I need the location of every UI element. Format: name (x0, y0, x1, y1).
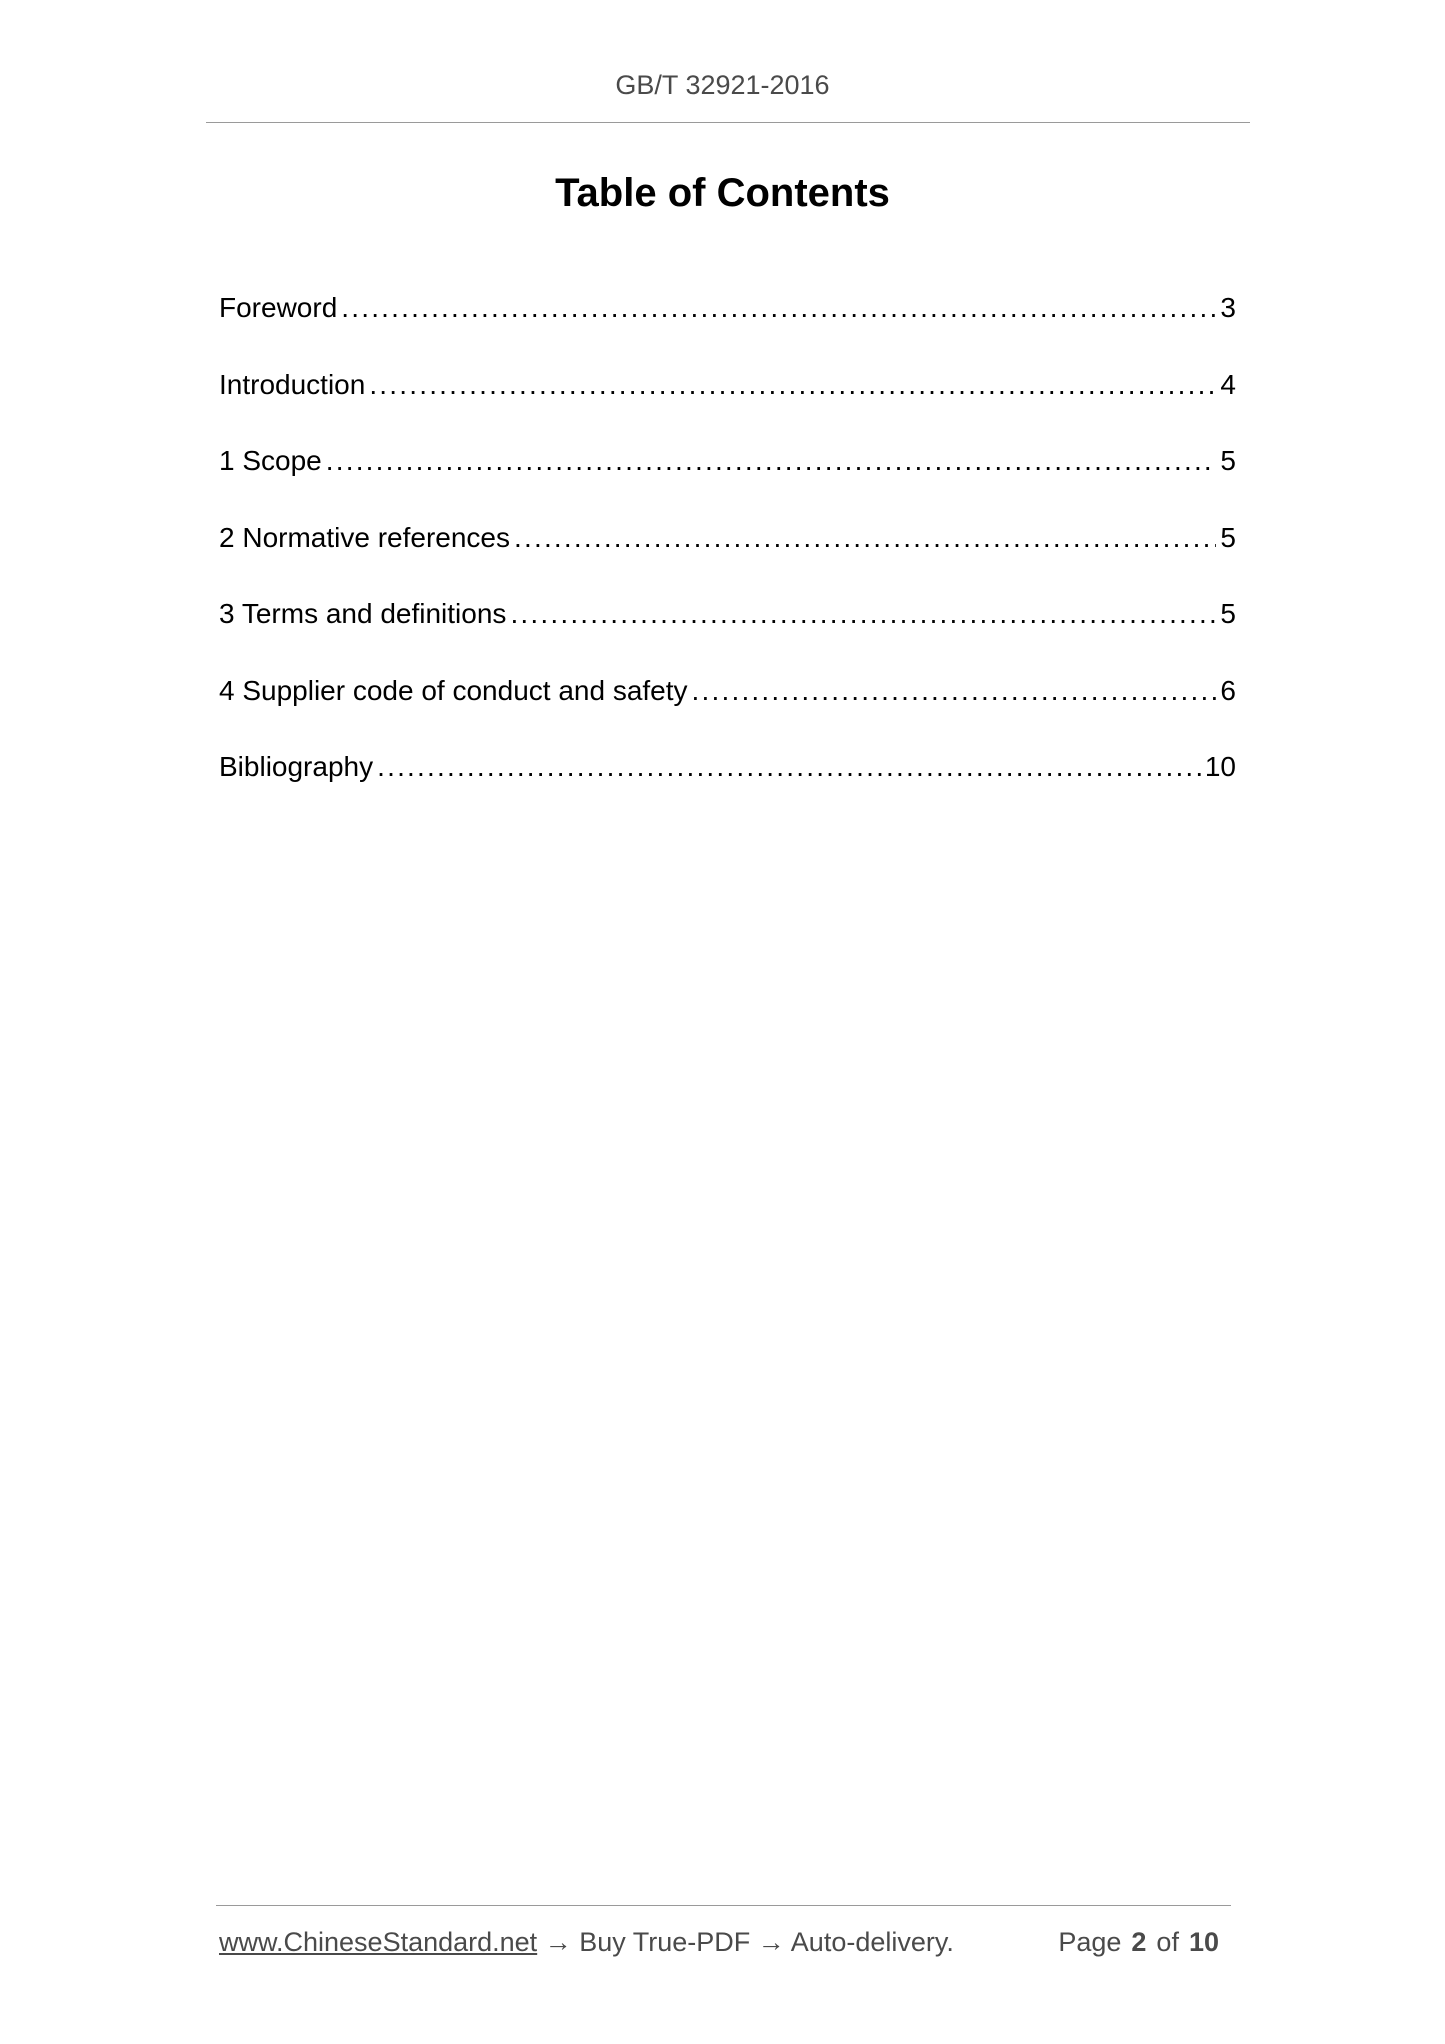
arrow-right-icon: → (544, 1927, 572, 1957)
of-word: of (1156, 1927, 1179, 1957)
page-current: 2 (1131, 1927, 1147, 1957)
header-divider (206, 122, 1250, 123)
toc-entry-label: 3 Terms and definitions (219, 598, 507, 629)
toc-entry-label: Bibliography (219, 751, 374, 782)
toc-entry-normative-references[interactable] (219, 520, 1236, 597)
toc-entry-page: 3 (1220, 292, 1236, 323)
toc-entry-label: Introduction (219, 368, 366, 400)
buy-text: Buy True-PDF (579, 1927, 751, 1957)
toc-leader-dots (377, 749, 1201, 785)
page-word: Page (1058, 1927, 1122, 1957)
toc-entry-page: 10 (1204, 751, 1236, 782)
page-indicator (1058, 1925, 1219, 1959)
toc-entry-page: 5 (1220, 521, 1236, 553)
toc-entry-page: 5 (1220, 598, 1236, 629)
toc-list (219, 290, 1236, 826)
toc-leader-dots (341, 290, 1216, 326)
toc-leader-dots (369, 367, 1216, 403)
toc-entry-terms-and-definitions[interactable] (219, 596, 1236, 673)
toc-entry-page: 4 (1220, 368, 1236, 400)
toc-entry-page: 5 (1220, 445, 1236, 476)
toc-entry-label: 2 Normative references (219, 521, 511, 553)
toc-leader-dots (692, 673, 1217, 709)
toc-entry-introduction[interactable] (219, 367, 1236, 444)
toc-leader-dots (514, 520, 1216, 556)
toc-title: Table of Contents (555, 171, 890, 215)
toc-leader-dots (510, 596, 1216, 632)
page-total: 10 (1188, 1927, 1219, 1957)
document-code: GB/T 32921-2016 (615, 70, 830, 100)
toc-entry-supplier-code[interactable] (219, 673, 1236, 750)
delivery-text: Auto-delivery. (790, 1927, 954, 1957)
toc-entry-label: 1 Scope (219, 445, 322, 476)
toc-entry-page: 6 (1220, 674, 1236, 706)
toc-leader-dots (326, 443, 1217, 479)
toc-entry-bibliography[interactable] (219, 749, 1236, 826)
website-link[interactable]: www.ChineseStandard.net (219, 1927, 538, 1957)
toc-entry-scope[interactable] (219, 443, 1236, 520)
footer-divider (216, 1905, 1231, 1906)
toc-entry-foreword[interactable] (219, 290, 1236, 367)
footer-promo (219, 1925, 954, 1959)
toc-entry-label: Foreword (219, 292, 338, 323)
toc-entry-label: 4 Supplier code of conduct and safety (219, 674, 688, 706)
document-header (0, 68, 1445, 102)
arrow-right-icon: → (757, 1927, 785, 1957)
